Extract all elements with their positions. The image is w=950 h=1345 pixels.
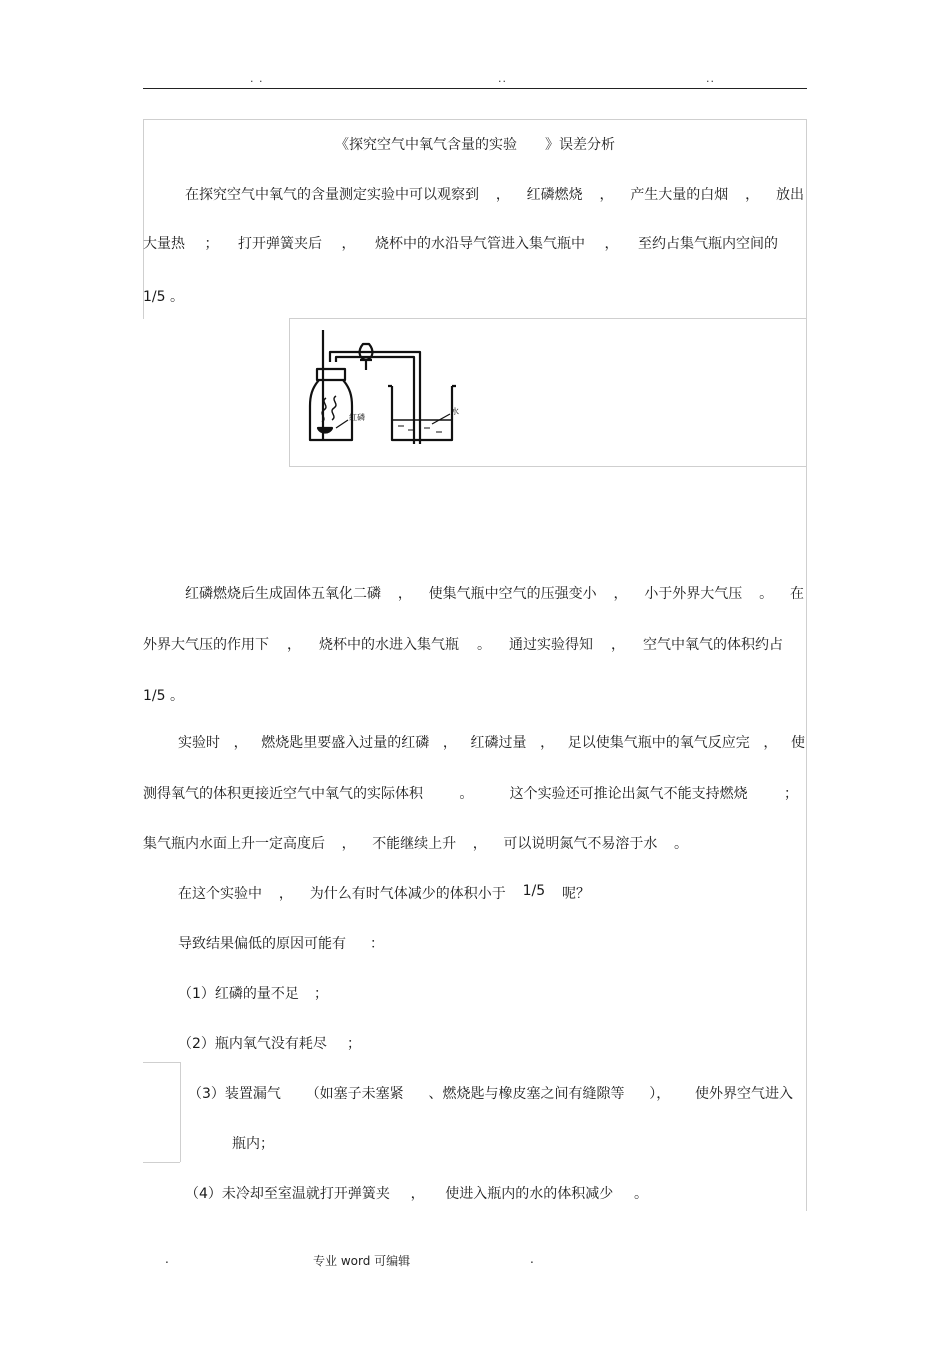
header-dots-mid: .. — [498, 72, 507, 85]
para2-line1: 红磷燃烧后生成固体五氧化二磷 ， 使集气瓶中空气的压强变小 ， 小于外界大气压 。 在 — [185, 586, 804, 602]
footer-dot-right: . — [530, 1252, 534, 1266]
para3-line1: 实验时 ， 燃烧匙里要盛入过量的红磷 ， 红磷过量 ， 足以使集气瓶中的氧气反应完 ， 使 — [178, 735, 805, 751]
footer-center: 专业 word 可编辑 — [313, 1254, 411, 1268]
para1-line2: 大量热 ； 打开弹簧夹后 ， 烧杯中的水沿导气管进入集气瓶中 ， 至约占集气瓶内空间的 — [143, 236, 778, 252]
para3-line3: 集气瓶内水面上升一定高度后 ， 不能继续上升 ， 可以说明氮气不易溶于水 。 — [143, 836, 688, 852]
reason-3: （3）装置漏气 （如塞子未塞紧 、燃烧匙与橡皮塞之间有缝隙等 ）， 使外界空气进入 — [188, 1086, 793, 1102]
bracket-top — [143, 1062, 180, 1063]
para1-line3: 1/5 。 — [143, 289, 184, 305]
document-title: 《探究空气中氧气含量的实验 》误差分析 — [335, 137, 615, 153]
figure-frame-bottom — [289, 466, 806, 467]
label-red-phosphorus: 红磷 — [349, 413, 365, 422]
apparatus-figure — [300, 322, 470, 450]
reason-1: （1）红磷的量不足 ； — [178, 986, 328, 1002]
header-rule — [143, 88, 807, 89]
bracket-bottom — [143, 1162, 180, 1163]
para2-line3: 1/5 。 — [143, 688, 184, 704]
bracket-side — [180, 1062, 181, 1162]
footer-dot-left: . — [165, 1252, 169, 1266]
reason-2: （2）瓶内氧气没有耗尽 ； — [178, 1036, 361, 1052]
frame-top — [143, 119, 807, 120]
para1-line1: 在探究空气中氧气的含量测定实验中可以观察到 ， 红磷燃烧 ， 产生大量的白烟 ， 放出 — [185, 187, 804, 203]
figure-frame-left — [289, 318, 290, 466]
question-line: 在这个实验中 ， 为什么有时气体减少的体积小于 1/5 呢？ — [178, 883, 590, 902]
header-dots-left: . . — [250, 72, 264, 85]
header-dots-right: .. — [706, 72, 715, 85]
reasons-intro: 导致结果偏低的原因可能有 ： — [178, 936, 384, 952]
para2-line2: 外界大气压的作用下 ， 烧杯中的水进入集气瓶 。 通过实验得知 ， 空气中氧气的体积约占 — [143, 637, 783, 653]
reason-4: （4）未冷却至室温就打开弹簧夹 ， 使进入瓶内的水的体积减少 。 — [185, 1186, 648, 1202]
label-water: 水 — [451, 407, 459, 416]
figure-frame-top — [289, 318, 806, 319]
frame-right — [806, 119, 807, 1211]
reason-3-continued: 瓶内； — [232, 1136, 274, 1152]
para3-line2: 测得氧气的体积更接近空气中氧气的实际体积 。 这个实验还可推论出氮气不能支持燃烧 ； — [143, 786, 798, 802]
